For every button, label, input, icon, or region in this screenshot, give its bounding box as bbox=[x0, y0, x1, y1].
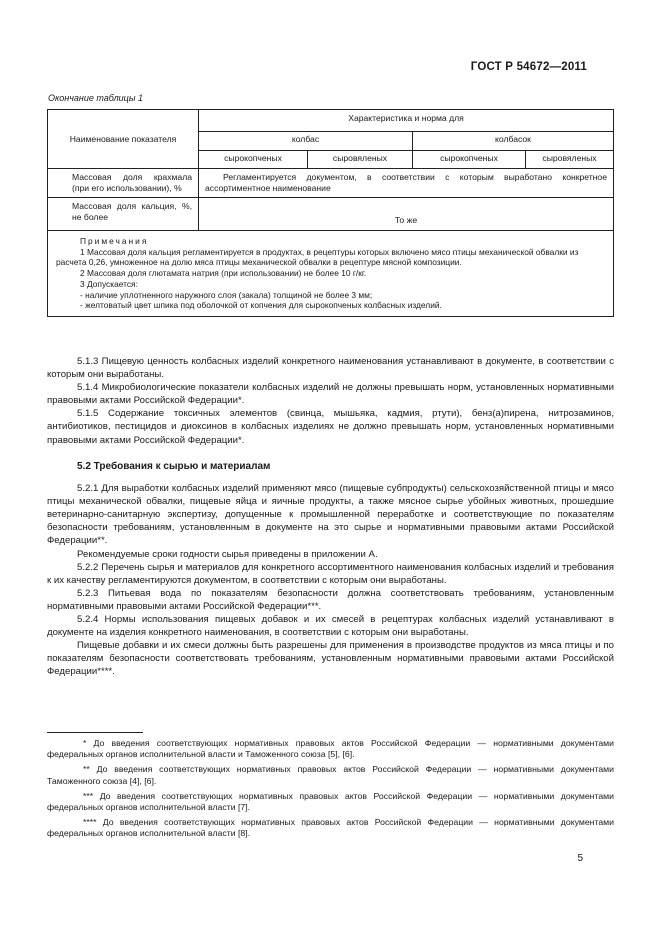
footnotes bbox=[47, 738, 614, 840]
notes-title: Примечания bbox=[80, 236, 149, 246]
table-notes bbox=[48, 231, 614, 317]
paragraph-5-1-5: 5.1.5 Содержание токсичных элементов (свинца, мышьяка, кадмия, ртути), бенз(а)пирена, нитрозаминов, антибиотиков, пестицидов и диоксинов в колбасных изделиях не должно превышать норм, установленных нормативными правовыми актами Российской Федерации*. bbox=[47, 408, 614, 446]
footnote-3: *** До введения соответствующих нормативных правовых актов Российской Федерации — нормативными документами федеральных органов исполнительной власти [7]. bbox=[47, 790, 614, 813]
paragraph-5-2-1: 5.2.1 Для выработки колбасных изделий применяют мясо (пищевые субпродукты) сельскохозяйственной птицы и мясо птицы механической обвалки, пищевые яйца и яичные продукты, а также мясное сырье убойных животных, прошедшие ветеринарно-санитарную экспертизу, допущенные к промышленной переработке и соответствующие по показателям безопасности требованиям, установленным в документе на это сырье и нормативными правовыми актами Российской Федерации**. bbox=[47, 483, 614, 547]
row-value: То же bbox=[199, 198, 614, 231]
col-header-name: Наименование показателя bbox=[48, 110, 199, 169]
section-5-1-tail bbox=[47, 355, 614, 447]
paragraph-5-2-3: 5.2.3 Питьевая вода по показателям безопасности должна соответствовать требованиям, установленным нормативными правовыми актами Российской Федерации***. bbox=[47, 587, 614, 612]
note-3b: - желтоватый цвет шпика под оболочкой от копчения для сырокопченых колбасных изделий. bbox=[80, 300, 442, 311]
paragraph-5-1-3: 5.1.3 Пищевую ценность колбасных изделий конкретного наименования устанавливают в документе, в соответствии с которым они выработаны. bbox=[47, 356, 614, 381]
section-5-2 bbox=[47, 460, 614, 679]
row-name: Массовая доля кальция, %, не более bbox=[48, 198, 199, 231]
row-name: Массовая доля крахмала (при его использовании), % bbox=[48, 169, 199, 198]
note-3a: - наличие уплотненного наружного слоя (закала) толщиной не более 3 мм; bbox=[80, 289, 373, 300]
paragraph-5-2-4-b: Пищевые добавки и их смеси должны быть разрешены для применения в производстве продуктов из мяса птицы и по показателям безопасности соответствовать требованиям, установленным нормативными правовыми актами Российской Федерации****. bbox=[47, 640, 614, 678]
table-row bbox=[48, 169, 614, 198]
section-heading: 5.2 Требования к сырью и материалам bbox=[77, 461, 271, 472]
paragraph-5-1-4: 5.1.4 Микробиологические показатели колбасных изделий не должны превышать норм, установленных нормативными правовыми актами Российской Федерации*. bbox=[47, 382, 614, 407]
note-3: 3 Допускается: bbox=[80, 278, 138, 289]
document-id: ГОСТ Р 54672—2011 bbox=[470, 61, 587, 73]
sub-header: сыровяленых bbox=[526, 151, 614, 169]
paragraph-5-2-2: 5.2.2 Перечень сырья и материалов для конкретного ассортиментного наименования колбасных изделий и требования к их качеству регламентируются документом, в соответствии с которым они выработаны. bbox=[47, 561, 614, 586]
row-value: Регламентируется документом, в соответствии с которым выработано конкретное ассортиментное наименование bbox=[199, 169, 614, 198]
footnote-2: ** До введения соответствующих нормативных правовых актов Российской Федерации — нормативными документами Таможенного союза [4], [6]. bbox=[47, 764, 614, 786]
col-header-kolbas: колбас bbox=[199, 132, 413, 151]
col-header-kolbasok: колбасок bbox=[413, 132, 614, 151]
footnote-separator bbox=[47, 732, 143, 733]
col-header-group: Характеристика и норма для bbox=[199, 110, 614, 132]
table-row bbox=[48, 198, 614, 231]
footnote-4: **** До введения соответствующих нормативных правовых актов Российской Федерации — нормативными документами федеральных органов исполнительной власти [8]. bbox=[47, 817, 614, 839]
page-number: 5 bbox=[577, 853, 583, 864]
footnote-1: * До введения соответствующих нормативных правовых актов Российской Федерации — нормативными документами федеральных органов исполнительной власти и Таможенного союза [5], [6]. bbox=[47, 738, 614, 760]
sub-header: сырокопченых bbox=[199, 151, 308, 169]
sub-header: сыровяленых bbox=[308, 151, 413, 169]
paragraph-5-2-4: 5.2.4 Нормы использования пищевых добавок и их смесей в рецептурах колбасных изделий устанавливают в документе на изделия конкретного наименования, в соответствии с которым они выработаны. bbox=[47, 614, 614, 639]
sub-header: сырокопченых bbox=[413, 151, 526, 169]
indicators-table bbox=[47, 109, 614, 317]
note-1: 1 Массовая доля кальция регламентируется в продуктах, в рецептуры которых включено мясо птицы механической обвалки из расчета 0,26, умноженное на долю мяса птицы механической обвалки в рецептуре мясной композиции. bbox=[56, 246, 579, 268]
note-2: 2 Массовая доля глютамата натрия (при использовании) не более 10 г/кг. bbox=[80, 268, 367, 279]
table-caption: Окончание таблицы 1 bbox=[48, 93, 143, 103]
paragraph-5-2-1-b: Рекомендуемые сроки годности сырья приведены в приложении А. bbox=[77, 548, 378, 560]
